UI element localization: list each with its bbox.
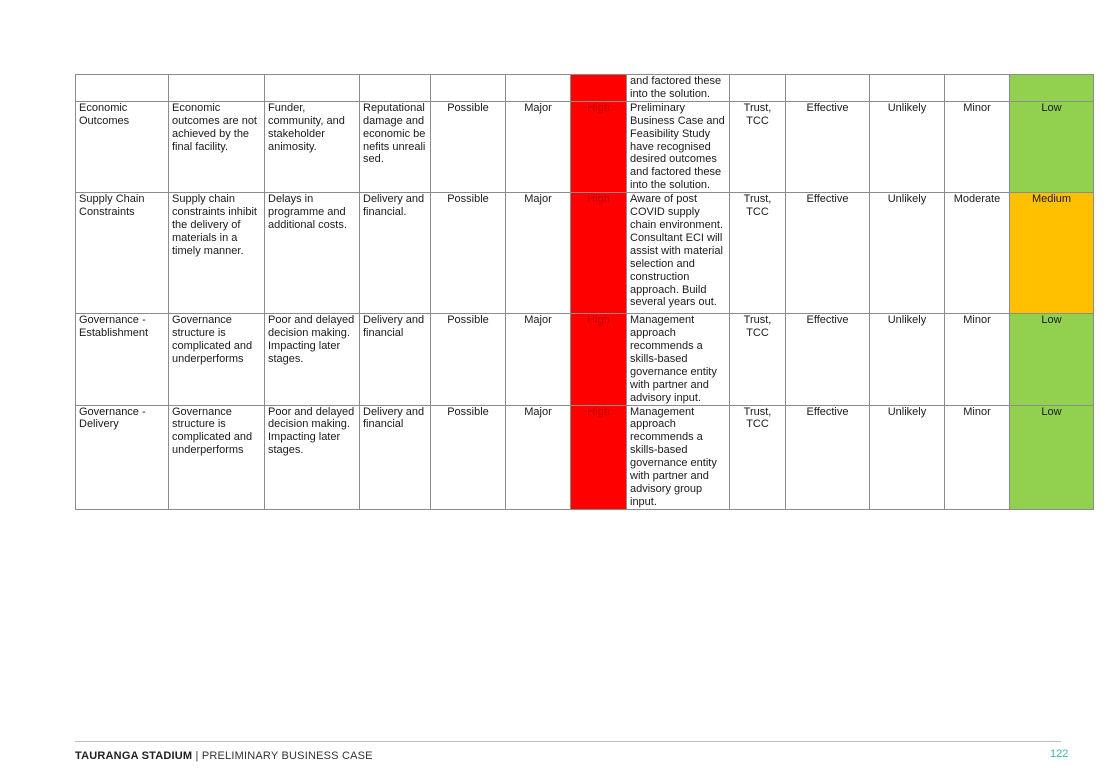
likelihood-cell: Possible: [431, 405, 506, 509]
footer-separator: |: [192, 750, 202, 762]
mitigation-cell: Management approach recommends a skills-based governance entity with partner and advisory input.: [627, 314, 730, 405]
table-row: [76, 193, 1094, 314]
impact-area-cell: Reputational damage and economic benefits unrealised.: [360, 101, 431, 192]
residual-risk-cell: Low: [1010, 314, 1094, 405]
risk-name-cell: Governance - Establishment: [76, 314, 169, 405]
table-row: [76, 314, 1094, 405]
control-effectiveness-cell: [786, 75, 870, 102]
inherent-risk-cell: [571, 75, 627, 102]
consequence-rating-cell: Major: [506, 314, 571, 405]
inherent-risk-cell: High: [571, 101, 627, 192]
risk-name-cell: [76, 75, 169, 102]
consequence-rating-cell: [506, 75, 571, 102]
consequence-rating-cell: Major: [506, 193, 571, 314]
consequence-cell: [265, 75, 360, 102]
owner-cell: Trust, TCC: [730, 193, 786, 314]
owner-cell: Trust, TCC: [730, 314, 786, 405]
control-effectiveness-cell: Effective: [786, 193, 870, 314]
inherent-risk-cell: High: [571, 193, 627, 314]
residual-consequence-cell: Minor: [945, 314, 1010, 405]
footer-brand: TAURANGA STADIUM: [75, 750, 193, 762]
residual-risk-cell: Medium: [1010, 193, 1094, 314]
consequence-cell: Delays in programme and additional costs.: [265, 193, 360, 314]
residual-consequence-cell: Minor: [945, 405, 1010, 509]
inherent-risk-cell: High: [571, 314, 627, 405]
risk-name-cell: Supply Chain Constraints: [76, 193, 169, 314]
mitigation-cell: Aware of post COVID supply chain environment. Consultant ECI will assist with material selection and construction approach. Build several years out.: [627, 193, 730, 314]
residual-risk-cell: [1010, 75, 1094, 102]
risk-description-cell: Governance structure is complicated and underperforms: [169, 314, 265, 405]
residual-risk-cell: Low: [1010, 101, 1094, 192]
mitigation-cell: Preliminary Business Case and Feasibility Study have recognised desired outcomes and factored these into the solution.: [627, 101, 730, 192]
residual-consequence-cell: Minor: [945, 101, 1010, 192]
residual-consequence-cell: [945, 75, 1010, 102]
residual-likelihood-cell: Unlikely: [870, 405, 945, 509]
residual-likelihood-cell: Unlikely: [870, 314, 945, 405]
owner-cell: [730, 75, 786, 102]
owner-cell: Trust, TCC: [730, 101, 786, 192]
likelihood-cell: [431, 75, 506, 102]
risk-name-cell: Economic Outcomes: [76, 101, 169, 192]
control-effectiveness-cell: Effective: [786, 405, 870, 509]
residual-risk-cell: Low: [1010, 405, 1094, 509]
mitigation-cell: and factored these into the solution.: [627, 75, 730, 102]
risk-name-cell: Governance - Delivery: [76, 405, 169, 509]
table-row: [76, 75, 1094, 102]
impact-area-cell: Delivery and financial: [360, 405, 431, 509]
inherent-risk-cell: High: [571, 405, 627, 509]
page-number: 122: [1050, 748, 1069, 760]
impact-area-cell: Delivery and financial.: [360, 193, 431, 314]
likelihood-cell: Possible: [431, 314, 506, 405]
table-row: [76, 405, 1094, 509]
footer-divider: [75, 741, 1061, 742]
footer: [75, 750, 373, 762]
consequence-rating-cell: Major: [506, 405, 571, 509]
impact-area-cell: [360, 75, 431, 102]
table-row: [76, 101, 1094, 192]
consequence-cell: Funder, community, and stakeholder animosity.: [265, 101, 360, 192]
consequence-rating-cell: Major: [506, 101, 571, 192]
consequence-cell: Poor and delayed decision making. Impacting later stages.: [265, 314, 360, 405]
residual-likelihood-cell: Unlikely: [870, 193, 945, 314]
risk-description-cell: Supply chain constraints inhibit the delivery of materials in a timely manner.: [169, 193, 265, 314]
mitigation-cell: Management approach recommends a skills-based governance entity with partner and advisory group input.: [627, 405, 730, 509]
likelihood-cell: Possible: [431, 101, 506, 192]
owner-cell: Trust, TCC: [730, 405, 786, 509]
risk-description-cell: Governance structure is complicated and underperforms: [169, 405, 265, 509]
consequence-cell: Poor and delayed decision making. Impacting later stages.: [265, 405, 360, 509]
risk-description-cell: Economic outcomes are not achieved by the final facility.: [169, 101, 265, 192]
control-effectiveness-cell: Effective: [786, 314, 870, 405]
residual-likelihood-cell: [870, 75, 945, 102]
likelihood-cell: Possible: [431, 193, 506, 314]
residual-consequence-cell: Moderate: [945, 193, 1010, 314]
risk-description-cell: [169, 75, 265, 102]
impact-area-cell: Delivery and financial: [360, 314, 431, 405]
control-effectiveness-cell: Effective: [786, 101, 870, 192]
footer-document-title: PRELIMINARY BUSINESS CASE: [201, 750, 373, 762]
risk-register-table: [75, 74, 1094, 510]
residual-likelihood-cell: Unlikely: [870, 101, 945, 192]
